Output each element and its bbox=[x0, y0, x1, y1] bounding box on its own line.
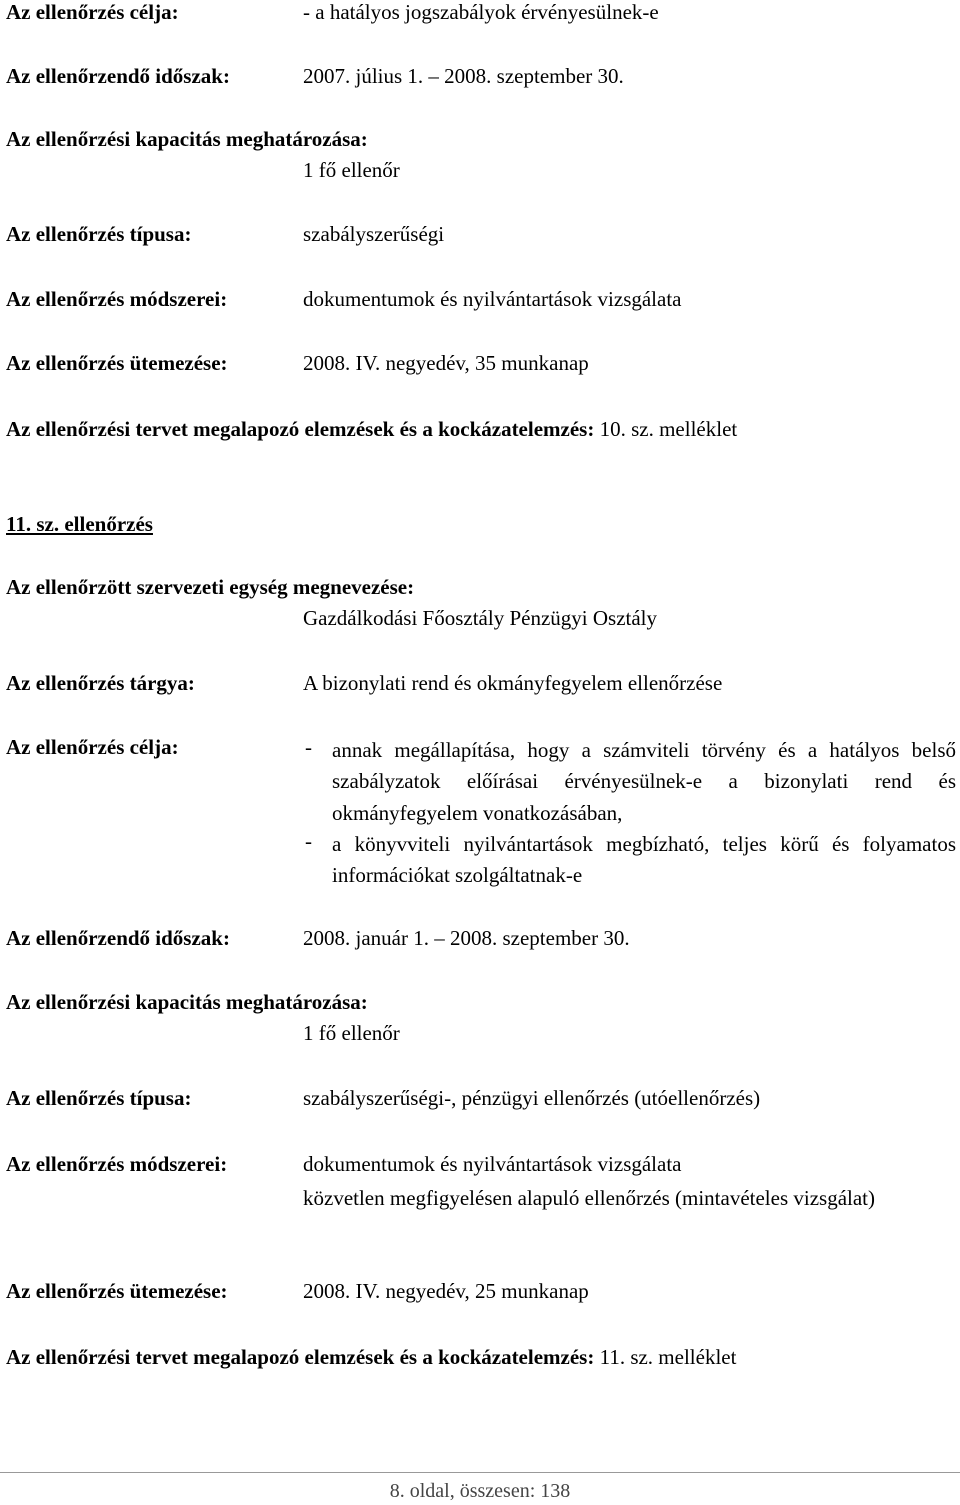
terv-value: 10. sz. melléklet bbox=[599, 417, 738, 441]
utemezes-value: 2008. IV. negyedév, 35 munkanap bbox=[303, 351, 589, 375]
footer-divider bbox=[0, 1472, 960, 1473]
cel-item1-dash: - bbox=[305, 735, 312, 759]
page-number: 8. oldal, összesen: 138 bbox=[389, 1480, 571, 1502]
cel-item2: a könyvviteli nyilvántartások megbízható, teljes körű és folyamatos információkat szolgáltatnak-e bbox=[332, 832, 956, 888]
modszer-value-2a: dokumentumok és nyilvántartások vizsgálata bbox=[303, 1152, 682, 1176]
tipus-label-2: Az ellenőrzés típusa: bbox=[6, 1086, 192, 1110]
section-heading: 11. sz. ellenőrzés bbox=[6, 512, 153, 536]
terv-label: Az ellenőrzési tervet megalapozó elemzések és a kockázatelemzés: bbox=[6, 417, 595, 441]
targy-value: A bizonylati rend és okmányfegyelem ellenőrzése bbox=[303, 671, 723, 695]
utemezes-value-2: 2008. IV. negyedév, 25 munkanap bbox=[303, 1279, 589, 1303]
cel-label: Az ellenőrzés célja: bbox=[6, 0, 179, 24]
utemezes-label-2: Az ellenőrzés ütemezése: bbox=[6, 1279, 228, 1303]
utemezes-label: Az ellenőrzés ütemezése: bbox=[6, 351, 228, 375]
modszer-label-2: Az ellenőrzés módszerei: bbox=[6, 1152, 228, 1176]
kapacitas-label: Az ellenőrzési kapacitás meghatározása: bbox=[6, 127, 368, 151]
cel-label-2: Az ellenőrzés célja: bbox=[6, 735, 179, 759]
idoszak-label-2: Az ellenőrzendő időszak: bbox=[6, 926, 230, 950]
idoszak-value: 2007. július 1. – 2008. szeptember 30. bbox=[303, 64, 624, 88]
tipus-value-2: szabályszerűségi-, pénzügyi ellenőrzés (utóellenőrzés) bbox=[303, 1086, 761, 1110]
terv-line-2 bbox=[6, 1345, 736, 1369]
terv-label-2: Az ellenőrzési tervet megalapozó elemzések és a kockázatelemzés: bbox=[6, 1345, 595, 1369]
egyseg-label: Az ellenőrzött szervezeti egység megnevezése: bbox=[6, 575, 415, 599]
tipus-label: Az ellenőrzés típusa: bbox=[6, 222, 192, 246]
targy-label: Az ellenőrzés tárgya: bbox=[6, 671, 195, 695]
idoszak-value-2: 2008. január 1. – 2008. szeptember 30. bbox=[303, 926, 630, 950]
idoszak-label: Az ellenőrzendő időszak: bbox=[6, 64, 230, 88]
kapacitas-value-2: 1 fő ellenőr bbox=[303, 1021, 400, 1045]
kapacitas-label-2: Az ellenőrzési kapacitás meghatározása: bbox=[6, 990, 368, 1014]
modszer-value: dokumentumok és nyilvántartások vizsgálata bbox=[303, 287, 682, 311]
kapacitas-value: 1 fő ellenőr bbox=[303, 158, 400, 182]
modszer-label: Az ellenőrzés módszerei: bbox=[6, 287, 228, 311]
cel-item1: annak megállapítása, hogy a számviteli törvény és a hatályos belső szabályzatok előírásai érvényesülnek-e a bizonylati rend és okmányfegyelem vonatkozásában, bbox=[332, 738, 956, 825]
terv-value-2: 11. sz. melléklet bbox=[599, 1345, 737, 1369]
egyseg-value: Gazdálkodási Főosztály Pénzügyi Osztály bbox=[303, 606, 658, 630]
cel-value: - a hatályos jogszabályok érvényesülnek-e bbox=[303, 0, 659, 24]
tipus-value: szabályszerűségi bbox=[303, 222, 445, 246]
cel-item2-dash: - bbox=[305, 829, 312, 853]
modszer-value-2b: közvetlen megfigyelésen alapuló ellenőrzés (mintavételes vizsgálat) bbox=[303, 1186, 876, 1210]
terv-line bbox=[6, 417, 737, 441]
